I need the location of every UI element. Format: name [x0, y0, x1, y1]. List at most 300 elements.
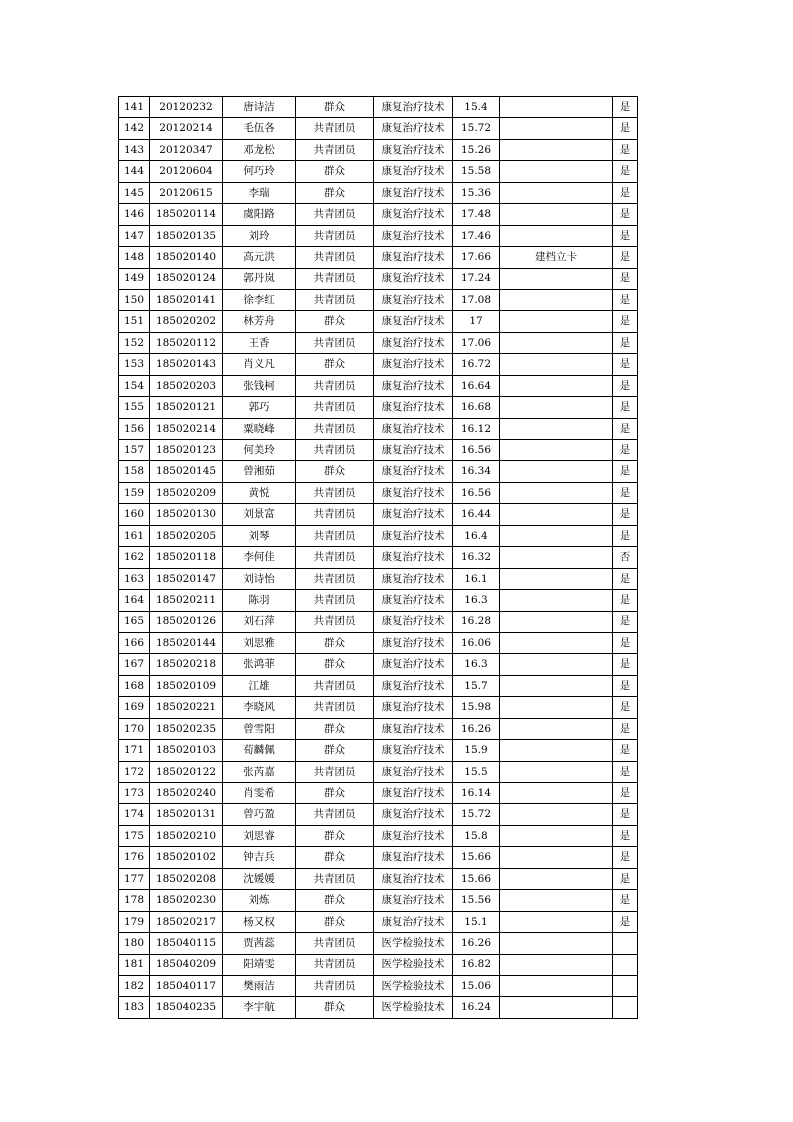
table-row [119, 332, 638, 353]
score-cell: 16.12 [453, 418, 500, 439]
score-cell: 15.98 [453, 697, 500, 718]
seq-number-cell: 147 [119, 225, 150, 246]
score-cell: 17.46 [453, 225, 500, 246]
political-status-cell: 共青团员 [296, 868, 374, 889]
score-cell: 15.5 [453, 761, 500, 782]
name-cell: 樊雨洁 [223, 975, 296, 996]
seq-number-cell: 168 [119, 675, 150, 696]
political-status-cell: 共青团员 [296, 375, 374, 396]
score-cell: 16.56 [453, 440, 500, 461]
table-row [119, 825, 638, 846]
note-cell [500, 504, 613, 525]
student-id-cell: 185020103 [150, 740, 223, 761]
name-cell: 曾巧盈 [223, 804, 296, 825]
table-row [119, 611, 638, 632]
political-status-cell: 群众 [296, 911, 374, 932]
name-cell: 曾湘茹 [223, 461, 296, 482]
seq-number-cell: 166 [119, 632, 150, 653]
major-cell: 康复治疗技术 [374, 161, 453, 182]
name-cell: 刘炼 [223, 890, 296, 911]
political-status-cell: 群众 [296, 997, 374, 1018]
table-row [119, 354, 638, 375]
note-cell [500, 547, 613, 568]
table-row [119, 783, 638, 804]
name-cell: 郭丹岚 [223, 268, 296, 289]
eligibility-cell: 是 [613, 354, 638, 375]
name-cell: 徐李红 [223, 289, 296, 310]
name-cell: 粟晓峰 [223, 418, 296, 439]
major-cell: 康复治疗技术 [374, 911, 453, 932]
table-body [119, 97, 638, 1019]
major-cell: 康复治疗技术 [374, 440, 453, 461]
score-cell: 16.44 [453, 504, 500, 525]
name-cell: 刘思雅 [223, 632, 296, 653]
note-cell [500, 697, 613, 718]
score-cell: 17.24 [453, 268, 500, 289]
major-cell: 康复治疗技术 [374, 568, 453, 589]
score-cell: 16.06 [453, 632, 500, 653]
student-id-cell: 185020221 [150, 697, 223, 718]
note-cell [500, 418, 613, 439]
name-cell: 唐诗洁 [223, 97, 296, 118]
political-status-cell: 群众 [296, 97, 374, 118]
major-cell: 康复治疗技术 [374, 139, 453, 160]
student-id-cell: 185020217 [150, 911, 223, 932]
student-id-cell: 185020126 [150, 611, 223, 632]
political-status-cell: 群众 [296, 654, 374, 675]
name-cell: 林芳舟 [223, 311, 296, 332]
name-cell: 李瑞 [223, 182, 296, 203]
student-id-cell: 20120214 [150, 118, 223, 139]
name-cell: 刘石萍 [223, 611, 296, 632]
seq-number-cell: 179 [119, 911, 150, 932]
eligibility-cell: 是 [613, 568, 638, 589]
note-cell [500, 182, 613, 203]
table-row [119, 590, 638, 611]
political-status-cell: 群众 [296, 740, 374, 761]
note-cell [500, 139, 613, 160]
score-cell: 15.72 [453, 804, 500, 825]
name-cell: 王香 [223, 332, 296, 353]
note-cell [500, 289, 613, 310]
score-cell: 16.14 [453, 783, 500, 804]
major-cell: 康复治疗技术 [374, 482, 453, 503]
note-cell [500, 375, 613, 396]
major-cell: 康复治疗技术 [374, 418, 453, 439]
note-cell [500, 868, 613, 889]
seq-number-cell: 152 [119, 332, 150, 353]
major-cell: 康复治疗技术 [374, 783, 453, 804]
name-cell: 张鸿菲 [223, 654, 296, 675]
note-cell [500, 911, 613, 932]
note-cell [500, 975, 613, 996]
note-cell [500, 804, 613, 825]
seq-number-cell: 175 [119, 825, 150, 846]
table-row [119, 482, 638, 503]
note-cell [500, 740, 613, 761]
eligibility-cell: 是 [613, 654, 638, 675]
political-status-cell: 共青团员 [296, 118, 374, 139]
score-cell: 16.26 [453, 933, 500, 954]
eligibility-cell: 是 [613, 825, 638, 846]
eligibility-cell [613, 997, 638, 1018]
score-cell: 16.68 [453, 397, 500, 418]
political-status-cell: 群众 [296, 182, 374, 203]
score-cell: 17.66 [453, 247, 500, 268]
score-cell: 16.64 [453, 375, 500, 396]
note-cell [500, 783, 613, 804]
score-cell: 16.24 [453, 997, 500, 1018]
student-id-cell: 185020141 [150, 289, 223, 310]
student-id-cell: 185020109 [150, 675, 223, 696]
name-cell: 阳靖雯 [223, 954, 296, 975]
seq-number-cell: 170 [119, 718, 150, 739]
table-row [119, 868, 638, 889]
student-id-cell: 185020135 [150, 225, 223, 246]
note-cell [500, 632, 613, 653]
name-cell: 刘玲 [223, 225, 296, 246]
score-cell: 16.28 [453, 611, 500, 632]
major-cell: 康复治疗技术 [374, 868, 453, 889]
eligibility-cell: 是 [613, 311, 638, 332]
eligibility-cell: 是 [613, 289, 638, 310]
eligibility-cell: 是 [613, 461, 638, 482]
table-row [119, 654, 638, 675]
note-cell [500, 354, 613, 375]
table-row [119, 847, 638, 868]
name-cell: 高元洪 [223, 247, 296, 268]
student-id-cell: 185020205 [150, 525, 223, 546]
name-cell: 肖雯希 [223, 783, 296, 804]
eligibility-cell: 是 [613, 590, 638, 611]
table-row [119, 975, 638, 996]
seq-number-cell: 164 [119, 590, 150, 611]
political-status-cell: 共青团员 [296, 975, 374, 996]
name-cell: 邓龙松 [223, 139, 296, 160]
note-cell [500, 890, 613, 911]
seq-number-cell: 171 [119, 740, 150, 761]
political-status-cell: 群众 [296, 632, 374, 653]
name-cell: 郭巧 [223, 397, 296, 418]
political-status-cell: 群众 [296, 718, 374, 739]
political-status-cell: 共青团员 [296, 225, 374, 246]
score-cell: 15.4 [453, 97, 500, 118]
seq-number-cell: 160 [119, 504, 150, 525]
table-row [119, 547, 638, 568]
table-row [119, 440, 638, 461]
political-status-cell: 共青团员 [296, 547, 374, 568]
major-cell: 医学检验技术 [374, 933, 453, 954]
score-cell: 15.72 [453, 118, 500, 139]
major-cell: 康复治疗技术 [374, 590, 453, 611]
seq-number-cell: 146 [119, 204, 150, 225]
name-cell: 刘景富 [223, 504, 296, 525]
name-cell: 虞阳路 [223, 204, 296, 225]
political-status-cell: 共青团员 [296, 504, 374, 525]
note-cell [500, 675, 613, 696]
student-id-cell: 20120347 [150, 139, 223, 160]
seq-number-cell: 181 [119, 954, 150, 975]
table-row [119, 675, 638, 696]
political-status-cell: 共青团员 [296, 418, 374, 439]
seq-number-cell: 165 [119, 611, 150, 632]
political-status-cell: 群众 [296, 847, 374, 868]
table-row [119, 289, 638, 310]
seq-number-cell: 145 [119, 182, 150, 203]
eligibility-cell: 是 [613, 247, 638, 268]
political-status-cell: 群众 [296, 890, 374, 911]
note-cell [500, 997, 613, 1018]
student-id-cell: 185020210 [150, 825, 223, 846]
eligibility-cell [613, 933, 638, 954]
student-id-cell: 185020147 [150, 568, 223, 589]
major-cell: 康复治疗技术 [374, 718, 453, 739]
score-cell: 15.7 [453, 675, 500, 696]
political-status-cell: 共青团员 [296, 440, 374, 461]
eligibility-cell: 是 [613, 118, 638, 139]
major-cell: 康复治疗技术 [374, 654, 453, 675]
political-status-cell: 共青团员 [296, 761, 374, 782]
table-row [119, 461, 638, 482]
eligibility-cell: 是 [613, 675, 638, 696]
eligibility-cell: 是 [613, 397, 638, 418]
political-status-cell: 共青团员 [296, 675, 374, 696]
note-cell [500, 225, 613, 246]
eligibility-cell: 是 [613, 418, 638, 439]
political-status-cell: 共青团员 [296, 525, 374, 546]
political-status-cell: 共青团员 [296, 611, 374, 632]
score-cell: 15.26 [453, 139, 500, 160]
table-row [119, 525, 638, 546]
student-id-cell: 185020140 [150, 247, 223, 268]
student-id-cell: 185020118 [150, 547, 223, 568]
seq-number-cell: 157 [119, 440, 150, 461]
table-row [119, 997, 638, 1018]
political-status-cell: 共青团员 [296, 568, 374, 589]
table-row [119, 375, 638, 396]
score-cell: 16.4 [453, 525, 500, 546]
note-cell [500, 161, 613, 182]
table-row [119, 247, 638, 268]
major-cell: 康复治疗技术 [374, 118, 453, 139]
student-id-cell: 185020209 [150, 482, 223, 503]
note-cell [500, 718, 613, 739]
student-id-cell: 185040209 [150, 954, 223, 975]
major-cell: 康复治疗技术 [374, 332, 453, 353]
student-id-cell: 185020143 [150, 354, 223, 375]
seq-number-cell: 142 [119, 118, 150, 139]
student-id-cell: 185020114 [150, 204, 223, 225]
score-cell: 17.48 [453, 204, 500, 225]
major-cell: 康复治疗技术 [374, 697, 453, 718]
political-status-cell: 群众 [296, 461, 374, 482]
political-status-cell: 共青团员 [296, 139, 374, 160]
eligibility-cell: 是 [613, 783, 638, 804]
student-id-cell: 185020102 [150, 847, 223, 868]
score-cell: 15.58 [453, 161, 500, 182]
seq-number-cell: 151 [119, 311, 150, 332]
seq-number-cell: 153 [119, 354, 150, 375]
table-row [119, 761, 638, 782]
table-row [119, 139, 638, 160]
score-cell: 16.1 [453, 568, 500, 589]
major-cell: 康复治疗技术 [374, 461, 453, 482]
student-id-cell: 185020144 [150, 632, 223, 653]
major-cell: 康复治疗技术 [374, 225, 453, 246]
score-cell: 15.1 [453, 911, 500, 932]
student-id-cell: 185020202 [150, 311, 223, 332]
eligibility-cell: 是 [613, 204, 638, 225]
score-cell: 15.66 [453, 868, 500, 889]
table-row [119, 804, 638, 825]
major-cell: 医学检验技术 [374, 997, 453, 1018]
seq-number-cell: 177 [119, 868, 150, 889]
note-cell [500, 268, 613, 289]
table-row [119, 161, 638, 182]
table-row [119, 697, 638, 718]
eligibility-cell: 是 [613, 611, 638, 632]
seq-number-cell: 144 [119, 161, 150, 182]
note-cell [500, 654, 613, 675]
major-cell: 康复治疗技术 [374, 268, 453, 289]
score-cell: 16.3 [453, 590, 500, 611]
student-id-cell: 185020145 [150, 461, 223, 482]
political-status-cell: 共青团员 [296, 268, 374, 289]
score-cell: 17 [453, 311, 500, 332]
eligibility-cell: 是 [613, 911, 638, 932]
table-row [119, 225, 638, 246]
student-id-cell: 185020230 [150, 890, 223, 911]
major-cell: 康复治疗技术 [374, 847, 453, 868]
seq-number-cell: 176 [119, 847, 150, 868]
seq-number-cell: 143 [119, 139, 150, 160]
seq-number-cell: 169 [119, 697, 150, 718]
major-cell: 康复治疗技术 [374, 397, 453, 418]
student-id-cell: 20120232 [150, 97, 223, 118]
student-id-cell: 185020211 [150, 590, 223, 611]
name-cell: 李宇航 [223, 997, 296, 1018]
note-cell [500, 954, 613, 975]
seq-number-cell: 174 [119, 804, 150, 825]
score-cell: 15.06 [453, 975, 500, 996]
major-cell: 康复治疗技术 [374, 375, 453, 396]
major-cell: 康复治疗技术 [374, 632, 453, 653]
political-status-cell: 共青团员 [296, 204, 374, 225]
eligibility-cell: 是 [613, 139, 638, 160]
eligibility-cell: 是 [613, 740, 638, 761]
score-cell: 15.66 [453, 847, 500, 868]
table-row [119, 204, 638, 225]
eligibility-cell [613, 975, 638, 996]
name-cell: 毛伍各 [223, 118, 296, 139]
eligibility-cell: 是 [613, 890, 638, 911]
student-id-cell: 185020235 [150, 718, 223, 739]
score-cell: 15.56 [453, 890, 500, 911]
name-cell: 张芮嘉 [223, 761, 296, 782]
major-cell: 康复治疗技术 [374, 204, 453, 225]
seq-number-cell: 183 [119, 997, 150, 1018]
score-cell: 16.3 [453, 654, 500, 675]
table-row [119, 740, 638, 761]
note-cell [500, 204, 613, 225]
student-id-cell: 20120615 [150, 182, 223, 203]
eligibility-cell: 是 [613, 268, 638, 289]
political-status-cell: 共青团员 [296, 482, 374, 503]
political-status-cell: 共青团员 [296, 247, 374, 268]
table-row [119, 418, 638, 439]
note-cell [500, 525, 613, 546]
eligibility-cell: 否 [613, 547, 638, 568]
eligibility-cell: 是 [613, 182, 638, 203]
major-cell: 医学检验技术 [374, 954, 453, 975]
major-cell: 康复治疗技术 [374, 825, 453, 846]
major-cell: 医学检验技术 [374, 975, 453, 996]
table-row [119, 718, 638, 739]
political-status-cell: 共青团员 [296, 590, 374, 611]
table-row [119, 118, 638, 139]
eligibility-cell: 是 [613, 697, 638, 718]
name-cell: 贾茜蕊 [223, 933, 296, 954]
student-id-cell: 185020130 [150, 504, 223, 525]
seq-number-cell: 148 [119, 247, 150, 268]
major-cell: 康复治疗技术 [374, 504, 453, 525]
seq-number-cell: 167 [119, 654, 150, 675]
note-cell [500, 847, 613, 868]
political-status-cell: 共青团员 [296, 933, 374, 954]
seq-number-cell: 154 [119, 375, 150, 396]
eligibility-cell: 是 [613, 440, 638, 461]
major-cell: 康复治疗技术 [374, 761, 453, 782]
seq-number-cell: 159 [119, 482, 150, 503]
major-cell: 康复治疗技术 [374, 547, 453, 568]
name-cell: 刘琴 [223, 525, 296, 546]
name-cell: 杨又权 [223, 911, 296, 932]
name-cell: 荀麟佩 [223, 740, 296, 761]
name-cell: 刘诗怡 [223, 568, 296, 589]
note-cell [500, 590, 613, 611]
note-cell [500, 332, 613, 353]
political-status-cell: 共青团员 [296, 397, 374, 418]
note-cell [500, 311, 613, 332]
name-cell: 何巧玲 [223, 161, 296, 182]
note-cell [500, 440, 613, 461]
seq-number-cell: 158 [119, 461, 150, 482]
eligibility-cell: 是 [613, 161, 638, 182]
seq-number-cell: 161 [119, 525, 150, 546]
score-cell: 16.32 [453, 547, 500, 568]
name-cell: 肖义凡 [223, 354, 296, 375]
score-cell: 17.08 [453, 289, 500, 310]
score-cell: 16.34 [453, 461, 500, 482]
table-row [119, 890, 638, 911]
note-cell [500, 482, 613, 503]
eligibility-cell: 是 [613, 868, 638, 889]
note-cell [500, 825, 613, 846]
seq-number-cell: 162 [119, 547, 150, 568]
name-cell: 李何佳 [223, 547, 296, 568]
student-id-cell: 185020112 [150, 332, 223, 353]
student-id-cell: 20120604 [150, 161, 223, 182]
seq-number-cell: 180 [119, 933, 150, 954]
table-row [119, 568, 638, 589]
score-cell: 17.06 [453, 332, 500, 353]
name-cell: 钟吉兵 [223, 847, 296, 868]
major-cell: 康复治疗技术 [374, 311, 453, 332]
major-cell: 康复治疗技术 [374, 611, 453, 632]
table-row [119, 632, 638, 653]
eligibility-cell: 是 [613, 632, 638, 653]
eligibility-cell: 是 [613, 761, 638, 782]
